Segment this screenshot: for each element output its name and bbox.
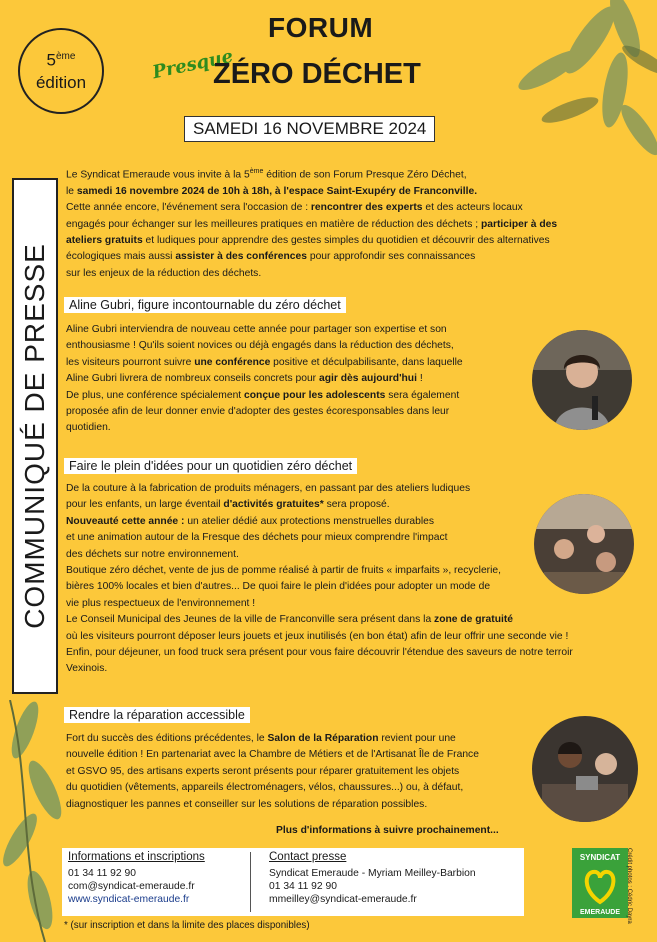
event-date: SAMEDI 16 NOVEMBRE 2024	[184, 116, 435, 142]
eucalyptus-leaves-bottom-left	[0, 700, 70, 942]
press-column	[269, 851, 476, 906]
syndicat-emeraude-logo	[572, 848, 628, 918]
emeraude-heart-icon	[572, 848, 628, 918]
svg-text:EMERAUDE: EMERAUDE	[579, 909, 621, 916]
edition-number: 5	[46, 50, 56, 70]
title-forum: FORUM	[268, 12, 374, 43]
section-repair-title: Rendre la réparation accessible	[64, 707, 250, 723]
edition-word: édition	[35, 72, 87, 92]
info-column	[68, 851, 205, 906]
title-presque: Presque	[150, 45, 236, 84]
photo-credit: Crédit photos : Cédric Dayra	[626, 848, 632, 924]
more-info-note: Plus d'informations à suivre prochainement...	[276, 825, 499, 836]
footer-divider	[250, 852, 251, 912]
press-release-label	[12, 178, 58, 694]
press-release-text: COMMUNIQUÉ DE PRESSE	[19, 243, 50, 629]
press-title: Contact presse	[269, 851, 347, 863]
info-website-link[interactable]: www.syndicat-emeraude.fr	[68, 894, 190, 905]
footnote: * (sur inscription et dans la limite des places disponibles)	[64, 920, 310, 931]
repair-photo	[532, 716, 638, 822]
press-email[interactable]: mmeilley@syndicat-emeraude.fr	[269, 894, 417, 905]
info-title: Informations et inscriptions	[68, 851, 205, 863]
info-email[interactable]: com@syndicat-emeraude.fr	[68, 881, 195, 892]
palm-leaves-top-right	[440, 0, 657, 180]
section-ideas-body: De la couture à la fabrication de produits ménagers, en passant par des ateliers ludiques pour les enfants, un large éventail d'activités gratuites* sera proposé. Nouveauté cette année : un atelier dédié aux protections menstruelles durables et une animation autour de la Fresque des déchets pour mieux comprendre l'impact des déchets sur notre environnement. Boutique zéro déchet, vente de jus de pomme réalisé à partir de fruits « imparfaits », recyclerie, bières 100% locales et bien d'autres... De quoi faire le plein d'idées pour adopter un mode de vie plus respectueux de l'environnement ! Le Conseil Municipal des Jeunes de la ville de Franconville sera présent dans la zone de gratuité où les visiteurs pourront déposer leurs jouets et jeux inutilisés (en bon état) afin de leur offrir une seconde vie ! Enfin, pour déjeuner, un food truck sera présent pour vous faire découvrir l'étendue des saveurs de notre terroir Vexinois.	[66, 483, 573, 675]
info-phone: 01 34 11 92 90	[68, 868, 136, 879]
speaker-photo	[532, 330, 632, 430]
edition-badge	[18, 28, 104, 114]
press-phone: 01 34 11 92 90	[269, 881, 337, 892]
edition-sup: ème	[56, 51, 76, 62]
section-aline-gubri-body: Aline Gubri interviendra de nouveau cette année pour partager son expertise et son enthousiasme ! Qu'ils soient novices ou déjà engagés dans la réduction des déchets, les visiteurs pourront suivre une conférence positive et déculpabilisante, dans laquelle Aline Gubri livrera de nombreux conseils concrets pour agir dès aujourd'hui ! De plus, une conférence spécialement conçue pour les adolescents sera également proposée afin de leur donner envie d'adopter des gestes écoresponsables dans leur quotidien.	[66, 324, 463, 434]
press-name: Syndicat Emeraude - Myriam Meilley-Barbion	[269, 868, 476, 879]
title-zero-dechet: ZÉRO DÉCHET	[213, 58, 421, 90]
section-ideas-title: Faire le plein d'idées pour un quotidien zéro déchet	[64, 458, 357, 474]
intro-paragraph: Le Syndicat Emeraude vous invite à la 5ème édition de son Forum Presque Zéro Déchet, le samedi 16 novembre 2024 de 10h à 18h, à l'espace Saint-Exupéry de Franconville. Cette année encore, l'événement sera l'occasion de : rencontrer des experts et des acteurs locaux engagés pour échanger sur les meilleures pratiques en matière de réduction des déchets ; participer à des ateliers gratuits et ludiques pour apprendre des gestes simples du quotidien et découvrir des alternatives écologiques mais aussi assister à des conférences pour approfondir ses connaissances sur les enjeux de la réduction des déchets.	[66, 168, 558, 279]
section-repair-body: Fort du succès des éditions précédentes, le Salon de la Réparation revient pour une nouvelle édition ! En partenariat avec la Chambre de Métiers et de l'Artisanat Île de France et GSVO 95, des artisans experts seront présents pour réparer gratuitement les objets du quotidien (vêtements, appareils électroménagers, vélos, chaussures...) ou, à défaut, diagnostiquer les pannes et conseiller sur les solutions de réparation possibles.	[66, 733, 479, 810]
svg-text:SYNDICAT: SYNDICAT	[579, 853, 621, 862]
section-aline-gubri-title: Aline Gubri, figure incontournable du zéro déchet	[64, 297, 346, 313]
contact-footer	[62, 848, 524, 916]
workshop-photo	[534, 494, 634, 594]
